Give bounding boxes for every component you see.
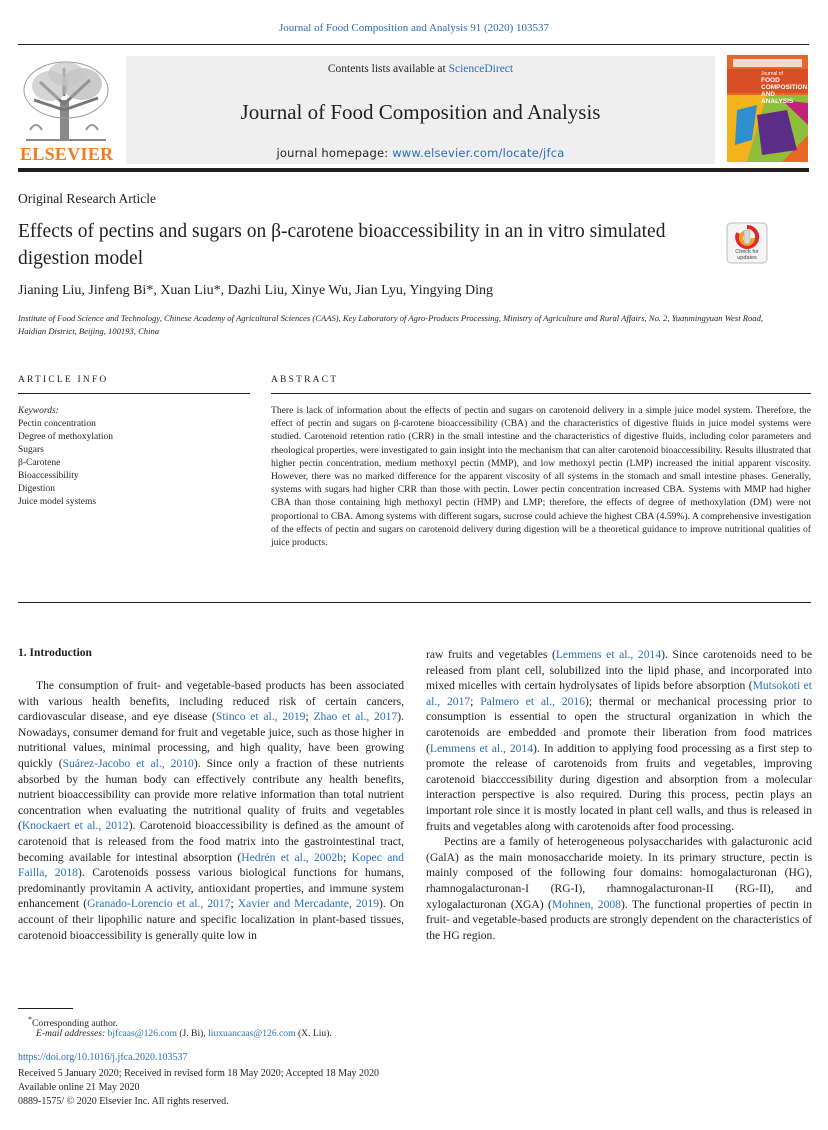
citation-link[interactable]: Mutsokoti et al., 2017 [426, 679, 812, 708]
email-owner: (J. Bi), [176, 1028, 209, 1039]
author-list: Jianing Liu, Jinfeng Bi*, Xuan Liu*, Dazhi Liu, Xinye Wu, Jian Lyu, Yingying Ding [18, 283, 494, 298]
homepage-line [126, 146, 715, 160]
available-online: Available online 21 May 2020 [18, 1082, 140, 1093]
article-info-heading: ARTICLE INFO [18, 375, 109, 385]
affiliation: Institute of Food Science and Technology, Chinese Academy of Agricultural Sciences (CAAS), Key Laboratory of Agro-Products Processing, Ministry of Agriculture and Rural Affairs, No. 2, Yuanmingyuan West Road, Haidian District, Beijing, 100193, China [18, 313, 764, 336]
citation-link[interactable]: Kopec and Failla, 2018 [18, 850, 404, 880]
header-thick-rule [18, 168, 809, 172]
email-link-liu[interactable]: liuxuancaas@126.com [208, 1028, 296, 1039]
keyword-item: Digestion [18, 484, 55, 494]
abstract-bottom-rule [18, 602, 811, 603]
paragraph: raw fruits and vegetables (Lemmens et al., 2014). Since carotenoids need to be released from plant cell, solubilized into the lipid phase, and incorporated into mixed micelles with certain hydrolysates of lipids before absorption (Mutsokoti et al., 2017; Palmero et al., 2016); thermal or mechanical processing prior to consumption is essential to open the structural organization in which the carotenoids are embedded and promote their liberation from food matrices (Lemmens et al., 2014). In addition to applying food processing as a first step to promote the release of carotenoids from fruits and vegetables, improving carotenoid biacccessibility during digestion and absorption from a molecular interaction perspective is also required. During this process, pectin plays an important role since it is mostly located in plant cell walls, and thus is released in fruits and vegetables along with carotenoids after food processing. [426, 648, 812, 833]
contents-line [126, 63, 715, 75]
citation-link[interactable]: Hedrén et al., 2002b [241, 850, 343, 864]
homepage-prefix: journal homepage: [276, 146, 393, 160]
right-column [426, 647, 812, 943]
article-info-rule [18, 393, 250, 394]
article-type: Original Research Article [18, 191, 156, 206]
cover-title: FOOD COMPOSITION AND ANALYSIS [761, 77, 808, 105]
copyright: 0889-1575/ © 2020 Elsevier Inc. All rights reserved. [18, 1096, 229, 1107]
abstract-rule [271, 393, 811, 394]
keyword-item: Bioaccessibility [18, 471, 79, 481]
left-column [18, 678, 404, 943]
contents-prefix: Contents lists available at [327, 63, 449, 75]
corresponding-text: Corresponding author. [32, 1018, 118, 1030]
section-heading-introduction: 1. Introduction [18, 647, 92, 659]
corresponding-note: *Corresponding author. [28, 1015, 118, 1030]
sciencedirect-link[interactable]: ScienceDirect [448, 63, 514, 75]
journal-title: Journal of Food Composition and Analysis [240, 100, 601, 124]
email-owner: (X. Liu). [295, 1028, 332, 1039]
homepage-link[interactable]: www.elsevier.com/locate/jfca [392, 146, 565, 160]
citation-link[interactable]: Stinco et al., 2019 [215, 710, 306, 724]
email-label: E-mail addresses: [36, 1028, 106, 1039]
citation-link[interactable]: Knockaert et al., 2012 [21, 819, 129, 833]
abstract-text: There is lack of information about the effects of pectin and sugars on carotenoid delivery in a simple juice model system. Therefore, the effect of pectin and sugars on β-carotene bioaccessibility (CBA) and the characteristics of digestive fluids in juice model systems were studied. Carotenoid retention ratio (CRR) in the small intestine and the characteristics of digestive fluids, including color parameters and rheological properties, were investigated to gain insight into the mechanism that can alter carotenoid bioaccessibility. Results illustrated that higher pectin concentration, medium methoxyl pectin (MMP), and low methoxyl pectin (LMP) increased the initial apparent viscosity. However, there was no marked difference for the apparent viscosity of all systems in the stomach and small intestine phases. Generally, systems with sugars had higher CRR than those with pectin. Lower pectin concentration increased CBA. Systems with MMP had higher CBA than those containing high methoxyl pectin (HMP) and LMP; therefore, the effects of degree of methoxylation (DM) were not proportional to CBA. Among systems with different sugars, sucrose could achieve the highest CBA (4.59%). A comprehensive investigation of the effects of pectin and sugars on carotenoid delivery during digestion will be a theoretical guidance to improve nutritional qualities of juice products. [271, 405, 811, 549]
email-note [36, 1028, 332, 1039]
journal-reference[interactable]: Journal of Food Composition and Analysis 91 (2020) 103537 [278, 22, 550, 34]
citation-link[interactable]: Xavier and Mercadante, 2019 [237, 897, 380, 911]
paragraph: Pectins are a family of heterogeneous polysaccharides with galacturonic acid (GalA) as the main monosaccharide moiety. In its primary structure, pectin is mainly composed of the following four domains: homogalacturonan (HG), rhamnogalacturonan-I (RG-I), rhamnogalacturonan-II (RG-II), and xylogalacturonan (XGA) (Mohnen, 2008). The functional properties of pectin in fruit- and vegetable-based products are strongly dependent on the characteristics of the HG region. [426, 835, 812, 942]
elsevier-tree-logo [20, 60, 112, 144]
check-for-updates-badge[interactable] [726, 222, 768, 264]
citation-link[interactable]: Mohnen, 2008 [551, 897, 621, 911]
keywords-label: Keywords: [18, 406, 59, 416]
citation-link[interactable]: Suárez-Jacobo et al., 2010 [62, 756, 194, 770]
citation-link[interactable]: Lemmens et al., 2014 [429, 741, 534, 755]
article-title: Effects of pectins and sugars on β-carotene bioaccessibility in an in vitro simulated digestion model [18, 221, 666, 269]
check-updates-label: Check for updates [735, 249, 759, 261]
email-link-bi[interactable]: bjfcaas@126.com [107, 1028, 177, 1039]
abstract-heading: ABSTRACT [271, 375, 339, 385]
keyword-item: β-Carotene [18, 458, 61, 468]
cover-small-text: Journal of [761, 71, 783, 77]
citation-link[interactable]: Zhao et al., 2017 [313, 710, 398, 724]
keyword-item: Sugars [18, 445, 44, 455]
citation-link[interactable]: Granado-Lorencio et al., 2017 [87, 897, 231, 911]
elsevier-wordmark: ELSEVIER [20, 144, 114, 164]
received-dates: Received 5 January 2020; Received in revised form 18 May 2020; Accepted 18 May 2020 [18, 1068, 380, 1079]
keyword-item: Pectin concentration [18, 419, 96, 429]
footnote-rule [18, 1008, 73, 1009]
paragraph: The consumption of fruit- and vegetable-based products has been associated with various health benefits, including reduced risk of certain cancers, cardiovascular disease, and eye disease (Stinco et al., 2019; Zhao et al., 2017). Nowadays, consumer demand for fruit and vegetable juice, such as those higher in nutritional values, minimal processing, and high quality, have been growing quickly (Suárez-Jacobo et al., 2010). Since only a fraction of these nutrients absorbed by the human body can effectively contribute any health benefits, nutrient bioaccessibility can provide more relative information than total nutrient concentration when evaluating the nutritional quality of fruits and vegetables (Knockaert et al., 2012). Carotenoid bioaccessibility is defined as the amount of carotenoid that is released from the food matrix into the gastrointestinal tract, becoming available for intestinal absorption (Hedrén et al., 2002b; Kopec and Failla, 2018). Carotenoids possess various biological functions for humans, predominantly provitamin A activity, antioxidant properties, and immune system enhancement (Granado-Lorencio et al., 2017; Xavier and Mercadante, 2019). On account of their lipophilic nature and specific localization in plant-based tissues, carotenoid bioaccessibility is generally quite low in [18, 679, 404, 942]
doi-link[interactable]: https://doi.org/10.1016/j.jfca.2020.103537 [18, 1052, 188, 1063]
citation-link[interactable]: Lemmens et al., 2014 [555, 648, 662, 661]
journal-cover[interactable] [727, 55, 808, 162]
header-rule [18, 44, 809, 45]
citation-link[interactable]: Palmero et al., 2016 [480, 694, 586, 708]
keyword-item: Juice model systems [18, 497, 97, 507]
keyword-item: Degree of methoxylation [18, 432, 113, 442]
